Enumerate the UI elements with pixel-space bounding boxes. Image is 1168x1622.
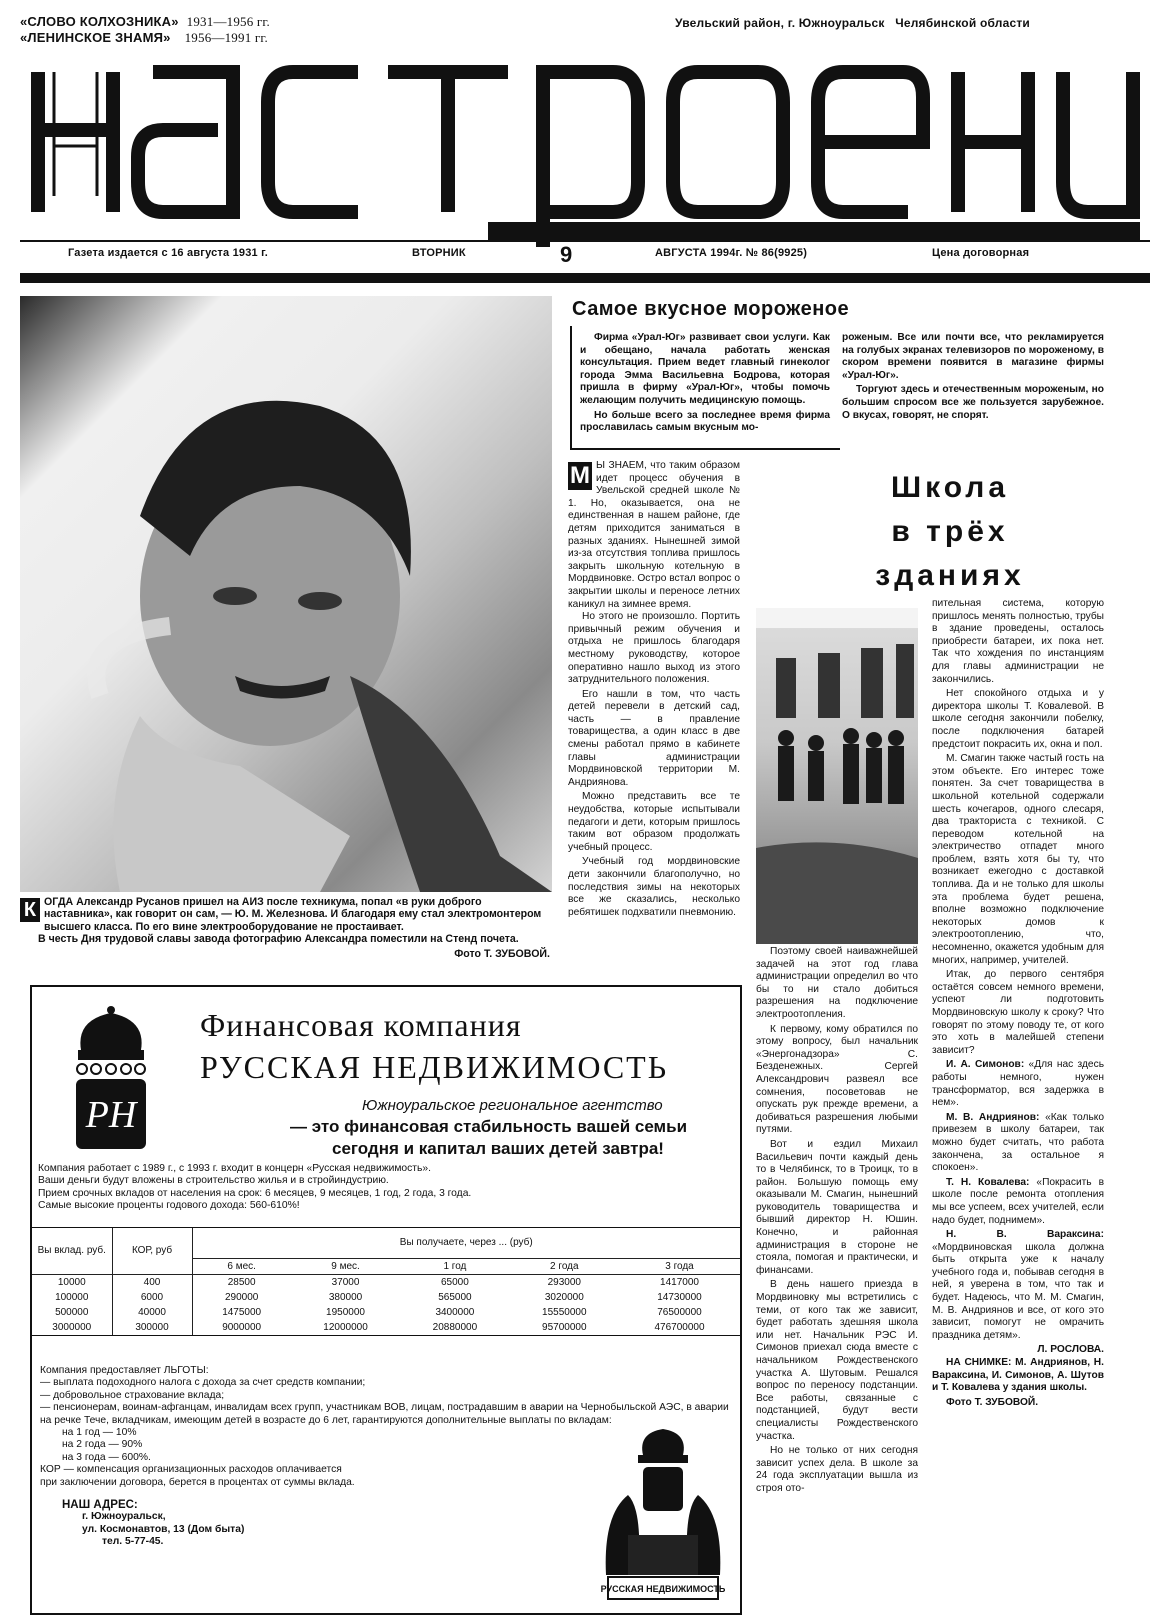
- school-col-a: [568, 460, 740, 921]
- quote-2-name: М. В. Андриянов:: [946, 1111, 1040, 1123]
- table-cell: 500000: [32, 1305, 112, 1320]
- school-b2: К первому, кому обратился по этому вопросу, был начальник «Энергонадзора» С. Безденежных. Сергей Александрович развеял все сомнения, посоветовав не опускать рук прежде времени, а добиваться разрешения любыми путями.: [756, 1023, 918, 1136]
- table-cell: 6000: [112, 1290, 192, 1305]
- school-a4: Можно представить все те неудобства, которые испытывали педагоги и дети, которым пришлось таким вот образом продолжать учебный процесс.: [568, 791, 740, 853]
- seal-text: РУССКАЯ НЕДВИЖИМОСТЬ: [600, 1584, 726, 1594]
- th-period-4: 2 года: [550, 1260, 579, 1272]
- table-cell: 15550000: [542, 1306, 587, 1318]
- school-c2: Нет спокойного отдыха и у директора школы Т. Ковалевой. В школе сегодня закончили побелку, после подключения батарей предстоит покрасить их, окна и пол.: [932, 688, 1104, 750]
- table-cell: 3000000: [32, 1320, 112, 1335]
- ad-line-2: РУССКАЯ НЕДВИЖИМОСТЬ: [200, 1049, 669, 1085]
- benefit-line: — выплата подоходного налога с дохода за счет средств компании;: [40, 1377, 366, 1389]
- table-row: [32, 1305, 740, 1320]
- table-cell: 12000000: [323, 1321, 368, 1333]
- table-cell: 3020000: [544, 1291, 584, 1303]
- logo-letters: РН: [85, 1094, 137, 1136]
- address-line: тел. 5-77-45.: [102, 1536, 164, 1548]
- caption-credit: Фото Т. ЗУБОВОЙ.: [454, 947, 550, 960]
- th-deposit: Вы вклад. руб.: [32, 1228, 112, 1274]
- table-row: [32, 1320, 740, 1335]
- benefit-line: при заключении договора, берется в процентах от суммы вклада.: [40, 1476, 355, 1488]
- school-c1: пительная система, которую пришлось менять полностью, трубы в здание проведены, осталось приобрести батареи, их пока нет. Так что хождения по инстанциям для главы администрации не закончились.: [932, 598, 1104, 685]
- table-cell: 293000: [547, 1276, 581, 1288]
- deposit-table: [32, 1227, 740, 1336]
- school-title-l2: в трёх: [891, 515, 1009, 548]
- ad-address: [62, 1499, 244, 1549]
- former-years-1: 1931—1956 гг.: [186, 14, 270, 29]
- school-col-b: [756, 946, 918, 1498]
- caption-text: ОГДА Александр Русанов пришел на АИЗ после техникума, попал «в руки доброго наставника», как говорит он сам, — Ю. М. Железнова. И благодаря ему стал электромонтером высшего класса. По его вине электрооборудование не простаивает.: [44, 896, 542, 933]
- bears-seal-icon: [598, 1425, 728, 1605]
- address-line: г. Южноуральск,: [82, 1511, 166, 1523]
- former-name-1: «СЛОВО КОЛХОЗНИКА»: [20, 14, 179, 29]
- day-number: 9: [560, 242, 573, 267]
- th-period-5: 3 года: [665, 1260, 694, 1272]
- school-photo: [756, 608, 918, 944]
- table-cell: 10000: [32, 1274, 112, 1290]
- table-cell: 76500000: [657, 1306, 702, 1318]
- icecream-title: Самое вкусное мороженое: [572, 298, 855, 321]
- table-cell: 1475000: [222, 1306, 262, 1318]
- ad-intro-2: Ваши деньги будут вложены в строительство жилья и в стройиндустрию.: [38, 1175, 389, 1187]
- school-a2: Но этого не произошло. Портить привычный режим обучения и отдыха не пришлось благодаря местному руководству, которое оперативно нашло выход из этого затруднительного положения.: [568, 611, 740, 686]
- school-a5: Учебный год мордвиновские дети закончили благополучно, но последствия зимы на некоторых все же сказались, несколько ребятишек подхватили пневмонию.: [568, 856, 740, 918]
- table-cell: 476700000: [654, 1321, 705, 1333]
- crown-logo-icon: [66, 1005, 156, 1155]
- icecream-col-2: [842, 332, 1104, 424]
- benefit-line: Компания предоставляет ЛЬГОТЫ:: [40, 1365, 209, 1376]
- school-b5: Но не только от них сегодня зависит успех дела. В школе за 24 года эксплуатации вышла из строя ото-: [756, 1445, 918, 1494]
- school-title-l1: Школа: [890, 471, 1010, 504]
- caption-text-2: В честь Дня трудовой славы завода фотографию Александра поместили на Стенд почета.: [38, 933, 519, 946]
- th-kor: КОР, руб: [112, 1228, 192, 1274]
- table-row: [32, 1290, 740, 1305]
- table-cell: 37000: [331, 1276, 360, 1288]
- school-col-c: [932, 598, 1104, 1411]
- table-cell: 65000: [441, 1276, 469, 1288]
- weekday: ВТОРНИК: [412, 247, 466, 259]
- ad-line-3: Южноуральское региональное агентство: [362, 1097, 663, 1114]
- table-cell: 1417000: [660, 1276, 699, 1288]
- quote-4-name: Н. В. Вараксина:: [946, 1229, 1104, 1241]
- former-names: [20, 14, 270, 46]
- ad-line-5: сегодня и капитал ваших детей завтра!: [332, 1139, 664, 1158]
- ad-intro-1: Компания работает с 1989 г., с 1993 г. входит в концерн «Русская недвижимость».: [38, 1163, 431, 1174]
- th-period-3: 1 год: [443, 1260, 467, 1272]
- since-line: Газета издается с 16 августа 1931 г.: [68, 247, 269, 259]
- benefit-line: — пенсионерам, воинам-афганцам, инвалидам всех групп, участникам ВОВ, лицам, пострадавшим в аварии на Чернобыльской АЭС, в аварии на речке Тече, вкладчикам, имеющим детей в возрасте до 6 лет, гарантируются дополнительные выплаты по вкладам:: [40, 1402, 729, 1426]
- photo-caption: [20, 896, 550, 960]
- benefit-line: КОР — компенсация организационных расходов оплачивается: [40, 1464, 342, 1476]
- table-cell: 28500: [227, 1276, 256, 1288]
- icecream-p1: Фирма «Урал-Юг» развивает свои услуги. Как и обещано, начала работать женская консультация. Прием ведет главный гинеколог города Эмма Васильевна Бодрова, которая пришла в фирму «Урал-Юг», чтобы помочь желающим получить медицинскую помощь.: [580, 332, 830, 406]
- ad-line-4: — это финансовая стабильность вашей семьи: [290, 1117, 688, 1136]
- icecream-p4: Торгуют здесь и отечественным мороженым, но большим спросом все же пользуется зарубежное. О вкусах, говорят, не спорят.: [842, 384, 1104, 421]
- caption-dropcap: К: [20, 898, 40, 922]
- quote-3: «Покрасить в школе после ремонта отопления мы все успеем, всех учителей, если надо будет, поднимем».: [932, 1176, 1104, 1226]
- school-dropcap: М: [570, 462, 590, 489]
- school-a1: Ы ЗНАЕМ, что таким образом идет процесс обучения в Увельской средней школе № 1. Но, оказывается, она не единственная в нашем районе, где детям приходится заниматься в разных зданиях. Нынешней зимой из-за отсутствия топлива пришлось закрыть школьную котельную в Мордвиновке. Остро встал вопрос о закрытии школы и переносе летних каникул на зимнее время.: [568, 460, 740, 610]
- region-line: Увельский район, г. Южноуральск Челябинской области: [675, 16, 1031, 30]
- school-b3: Вот и ездил Михаил Васильевич почти каждый день то в Челябинск, то в Троицк, то в район. Большую помощь ему оказывали М. Смагин, нынешний руководитель товарищества и бывший директор Н. Юшин. Конечно, и районная администрация в стороне не стояла, помогая и практически, и финансами.: [756, 1138, 918, 1276]
- table-cell: 380000: [328, 1291, 363, 1303]
- price: Цена договорная: [932, 247, 1030, 259]
- former-years-2: 1956—1991 гг.: [184, 30, 268, 45]
- quote-4: «Мордвиновская школа должна быть открыта уже к началу учебного года и, побывав сегодня в ней, я уверена в том, что так и будет. Надеюсь, что М. М. Смагин, М. В. Андриянов и все, от кого это зависит, помогут не омрачить праздника детям».: [932, 1241, 1104, 1341]
- ad-intro-4: Самые высокие проценты годового дохода: 560-610%!: [38, 1200, 300, 1212]
- th-period-1: 6 мес.: [227, 1260, 256, 1272]
- benefit-line: на 3 года — 600%.: [62, 1451, 151, 1463]
- icecream-p2: Но больше всего за последнее время фирма прославилась самым вкусным мо-: [580, 409, 830, 434]
- table-cell: 95700000: [542, 1321, 587, 1333]
- icecream-col-1: [580, 332, 830, 437]
- ad-box: [30, 985, 742, 1615]
- school-b1: Поэтому своей наиважнейшей задачей на этот год глава администрации определил во что бы то ни стало добиться разрешения на подключение электроотопления.: [756, 946, 918, 1020]
- table-cell: 300000: [112, 1320, 192, 1335]
- school-title-l3: зданиях: [875, 559, 1025, 592]
- table-cell: 14730000: [657, 1291, 702, 1303]
- portrait-photo: [20, 296, 552, 892]
- quote-1: «Для нас здесь работы немного, нужен трансформатор, вся задержка в нем».: [932, 1059, 1104, 1109]
- school-c4: Итак, до первого сентября остаётся совсем немного времени, успеют ли подготовить Мордвиновскую школу к сроку? Что говорят по этому поводу те, от кого это хоть в малейшей степени зависит?: [932, 969, 1104, 1056]
- table-cell: 565000: [438, 1291, 472, 1303]
- address-title: НАШ АДРЕС:: [62, 1499, 138, 1511]
- school-author: Л. РОСЛОВА.: [1037, 1344, 1104, 1356]
- school-c3: М. Смагин также частый гость на этом объекте. Его интерес тоже понятен. За счет товарищества в школьной котельной содержали шесть кочегаров, одного слесаря, два тракториста с техникой. С переводом котельной на электричество отпадет много проблем, взять хотя бы ту, что возникает ежегодно с доставкой топлива. Да и не только для школы эта проблема будет решена, вполне возможно подключение некоторых домов к электроотоплению, что, несомненно, окажется удобным для многих, например, учителей.: [932, 753, 1104, 966]
- table-row: [32, 1274, 740, 1290]
- table-cell: 9000000: [222, 1321, 262, 1333]
- table-cell: 1950000: [326, 1306, 365, 1318]
- quote-3-name: Т. Н. Ковалева:: [946, 1176, 1030, 1188]
- th-period-2: 9 мес.: [331, 1260, 360, 1272]
- table-cell: 290000: [224, 1291, 259, 1303]
- quote-2: «Как только привезем в школу батареи, так можно будет считать, что работа закончена, за остальное я спокоен».: [932, 1111, 1104, 1174]
- benefit-line: — добровольное страхование вклада;: [40, 1389, 225, 1401]
- former-name-2: «ЛЕНИНСКОЕ ЗНАМЯ»: [20, 30, 171, 45]
- table-cell: 40000: [112, 1305, 192, 1320]
- masthead-logo: [18, 62, 1148, 248]
- ad-line-1: Финансовая компания: [200, 1007, 522, 1043]
- icecream-p3: роженым. Все или почти все, что рекламируется на голубых экранах телевизоров по мороженому, в скором времени появится в магазине фирмы «Урал-Юг».: [842, 332, 1104, 381]
- table-cell: 400: [112, 1274, 192, 1290]
- address-line: ул. Космонавтов, 13 (Дом быта): [82, 1523, 245, 1535]
- table-cell: 100000: [32, 1290, 112, 1305]
- table-cell: 3400000: [435, 1306, 475, 1318]
- date-issue: АВГУСТА 1994г. № 86(9925): [655, 247, 808, 259]
- school-photo-credit: Фото Т. ЗУБОВОЙ.: [946, 1396, 1039, 1408]
- ad-intro: [38, 1163, 738, 1213]
- quote-1-name: И. А. Симонов:: [946, 1059, 1025, 1071]
- th-get: Вы получаете, через ... (руб): [192, 1228, 740, 1258]
- table-cell: 20880000: [432, 1321, 478, 1333]
- school-photo-note: НА СНИМКЕ: М. Андриянов, Н. Вараксина, И. Симонов, А. Шутов и Т. Ковалева у здания школы.: [932, 1357, 1104, 1394]
- school-b4: В день нашего приезда в Мордвиновку мы встретились с теми, от кого так же зависит, будет работать здешняя школа или нет. Начальник РЭС И. Симонов приехал сюда вместе с начальником Рождественского участка А. Шутовым. Решался вопрос по переносу подстанции. Все работы, связанные с подстанцией, будут вести специалисты Рождественского участка.: [756, 1279, 918, 1442]
- school-a3: Его нашли в том, что часть детей перевели в детский сад, часть — в правление товарищества, а один класс в две смены работал прямо в кабинете главы администрации Мордвиновской территории М. Андриянова.: [568, 688, 740, 788]
- benefit-line: на 2 года — 90%: [62, 1439, 143, 1451]
- ad-intro-3: Прием срочных вкладов от населения на срок: 6 месяцев, 9 месяцев, 1 год, 2 года, 3 года.: [38, 1187, 472, 1199]
- school-title: [800, 466, 1100, 598]
- benefit-line: на 1 год — 10%: [62, 1427, 137, 1439]
